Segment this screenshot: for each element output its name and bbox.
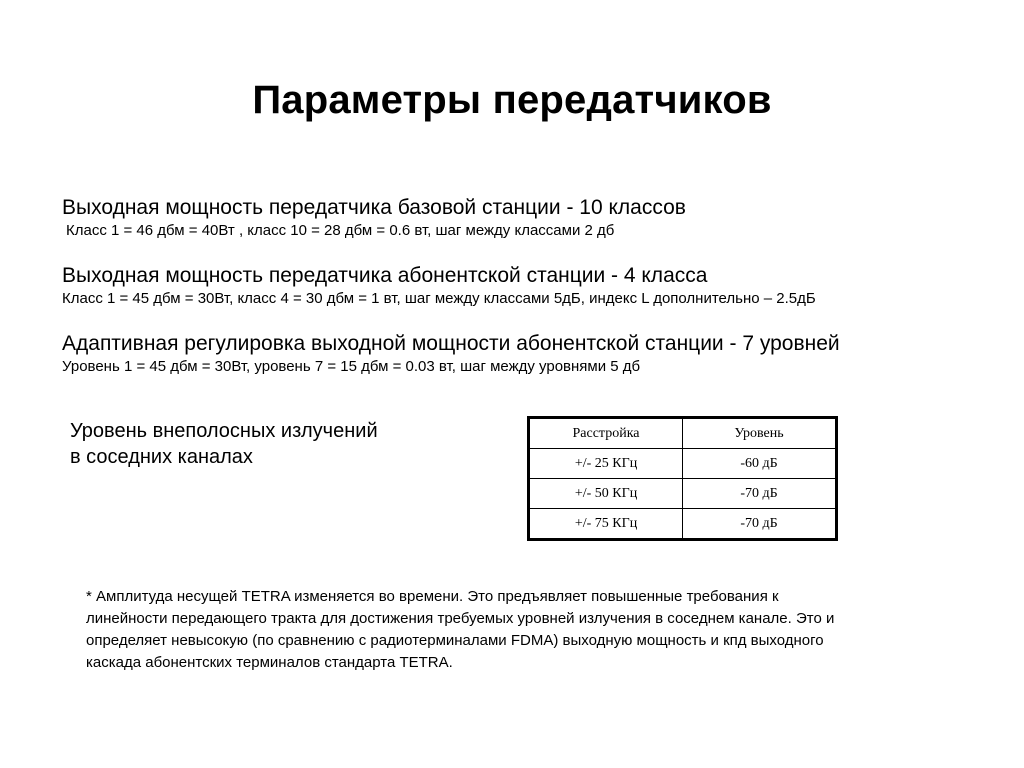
emission-label-line-2: в соседних каналах bbox=[70, 446, 253, 468]
adaptive-power-block bbox=[62, 331, 992, 377]
footnote-line: каскада абонентских терминалов стандарта TETRA. bbox=[86, 654, 453, 671]
bs-power-heading: Выходная мощность передатчика базовой станции - 10 классов bbox=[62, 196, 686, 219]
adaptive-power-heading: Адаптивная регулировка выходной мощности абонентской станции - 7 уровней bbox=[62, 332, 840, 355]
cell-level: -70 дБ bbox=[683, 479, 837, 509]
table-header-row bbox=[529, 418, 837, 449]
header-level: Уровень bbox=[683, 418, 837, 449]
table-row bbox=[529, 449, 837, 479]
ms-power-detail: Класс 1 = 45 дбм = 30Вт, класс 4 = 30 дбм = 1 вт, шаг между классами 5дБ, индекс L дополнительно – 2.5дБ bbox=[62, 290, 816, 307]
bs-power-detail: Класс 1 = 46 дбм = 40Вт , класс 10 = 28 дбм = 0.6 вт, шаг между классами 2 дб bbox=[66, 222, 615, 239]
cell-level: -60 дБ bbox=[683, 449, 837, 479]
cell-offset: +/- 75 КГц bbox=[529, 509, 683, 540]
footnote bbox=[86, 586, 966, 674]
emission-level-label bbox=[70, 418, 450, 470]
adaptive-power-detail: Уровень 1 = 45 дбм = 30Вт, уровень 7 = 15 дбм = 0.03 вт, шаг между уровнями 5 дб bbox=[62, 358, 641, 375]
bs-power-block bbox=[62, 195, 992, 241]
cell-offset: +/- 50 КГц bbox=[529, 479, 683, 509]
ms-power-block bbox=[62, 263, 992, 309]
table-row bbox=[529, 479, 837, 509]
ms-power-heading: Выходная мощность передатчика абонентской станции - 4 класса bbox=[62, 264, 708, 287]
emission-level-table bbox=[527, 416, 838, 541]
footnote-line: определяет невысокую (по сравнению с радиотерминалами FDMA) выходную мощность и кпд выходного bbox=[86, 632, 824, 649]
footnote-line: линейности передающего тракта для достижения требуемых уровней излучения в соседнем канале. Это и bbox=[86, 610, 835, 627]
emission-table-wrapper bbox=[527, 416, 838, 541]
table-row bbox=[529, 509, 837, 540]
header-offset: Расстройка bbox=[529, 418, 683, 449]
emission-label-line-1: Уровень внеполосных излучений bbox=[70, 420, 378, 442]
cell-level: -70 дБ bbox=[683, 509, 837, 540]
slide-title: Параметры передатчиков bbox=[252, 78, 772, 122]
footnote-line: * Амплитуда несущей TETRA изменяется во времени. Это предъявляет повышенные требования к bbox=[86, 588, 779, 605]
cell-offset: +/- 25 КГц bbox=[529, 449, 683, 479]
